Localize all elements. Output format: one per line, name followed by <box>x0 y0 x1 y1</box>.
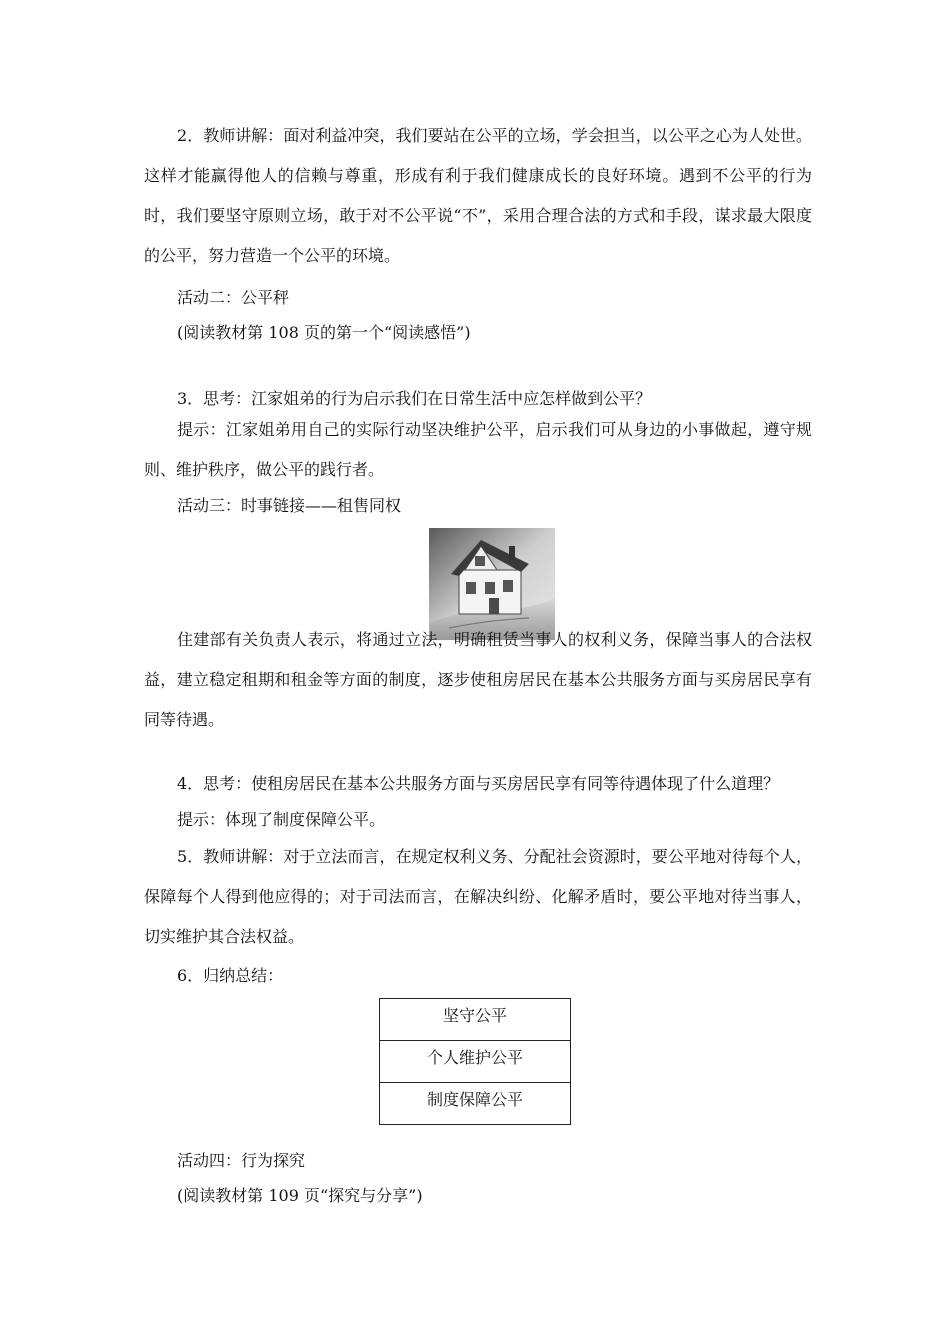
activity-two-heading: 活动二：公平秤 <box>177 288 290 307</box>
reading-note-109: (阅读教材第 109 页“探究与分享”) <box>177 1186 423 1205</box>
paragraph-teacher-explanation-5: 5．教师讲解：对于立法而言，在规定权利义务、分配社会资源时，要公平地对待每个人，保障每个人得到他应得的；对于司法而言，在解决纠纷、化解矛盾时，要公平地对待当事人，切实维护其合法权益。 <box>144 847 812 946</box>
summary-table <box>379 998 571 1125</box>
hint-4: 提示：体现了制度保障公平。 <box>177 810 386 829</box>
paragraph-teacher-explanation-2: 2．教师讲解：面对利益冲突，我们要站在公平的立场，学会担当，以公平之心为人处世。这样才能赢得他人的信赖与尊重，形成有利于我们健康成长的良好环境。遇到不公平的行为时，我们要坚守原则立场，敢于对不公平说“不”，采用合理合法的方式和手段，谋求最大限度的公平，努力营造一个公平的环境。 <box>144 126 812 265</box>
activity-four-heading: 活动四：行为探究 <box>177 1151 306 1170</box>
summary-heading: 6．归纳总结： <box>177 966 284 985</box>
question-4: 4．思考：使租房居民在基本公共服务方面与买房居民享有同等待遇体现了什么道理？ <box>177 774 780 793</box>
reading-note-108: (阅读教材第 108 页的第一个“阅读感悟”) <box>177 323 471 342</box>
hint-3: 提示：江家姐弟用自己的实际行动坚决维护公平，启示我们可从身边的小事做起，遵守规则、维护秩序，做公平的践行者。 <box>144 420 812 479</box>
summary-cell: 坚守公平 <box>380 999 571 1041</box>
summary-cell: 个人维护公平 <box>380 1041 571 1083</box>
summary-cell: 制度保障公平 <box>380 1083 571 1125</box>
news-paragraph: 住建部有关负责人表示，将通过立法，明确租赁当事人的权利义务，保障当事人的合法权益，建立稳定租期和租金等方面的制度，逐步使租房居民在基本公共服务方面与买房居民享有同等待遇。 <box>144 630 812 729</box>
activity-three-heading: 活动三：时事链接——租售同权 <box>177 496 402 515</box>
question-3: 3．思考：江家姐弟的行为启示我们在日常生活中应怎样做到公平？ <box>177 389 652 408</box>
